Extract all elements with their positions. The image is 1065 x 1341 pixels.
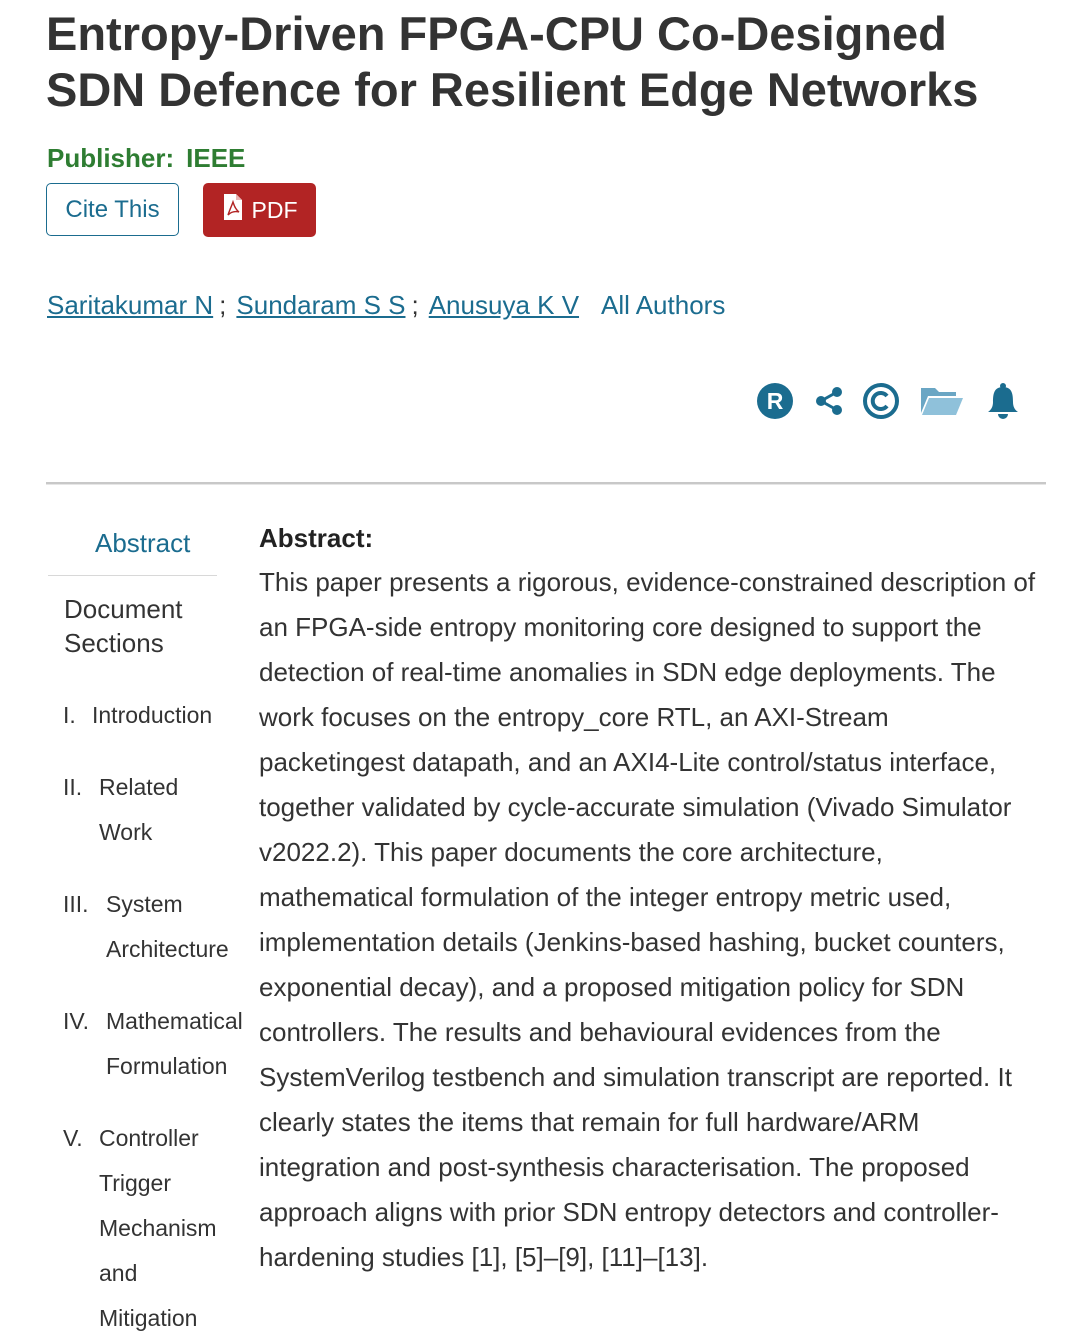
section-title: Mathematical Formulation — [106, 1008, 243, 1079]
paper-title: Entropy-Driven FPGA-CPU Co-Designed SDN Defence for Resilient Edge Networks — [46, 7, 979, 116]
abstract-section — [259, 520, 1039, 1280]
section-title: System Architecture — [106, 891, 229, 962]
rights-icon[interactable] — [756, 382, 794, 420]
publisher-label: Publisher: — [47, 143, 175, 173]
author-separator: ; — [411, 290, 419, 320]
section-title: Controller Trigger Mechanism and Mitigation — [99, 1125, 217, 1331]
abstract-text: This paper presents a rigorous, evidence-constrained description of an FPGA-side entropy monitoring core designed to support the detection of real-time anomalies in SDN edge deployments. The work focuses on the entropy_core RTL, an AXI-Stream packetingest datapath, and an AXI4-Lite control/status interface, together validated by cycle-accurate simulation (Vivado Simulator v2022.2). This paper documents the core architecture, mathematical formulation of the integer entropy metric used, implementation details (Jenkins-based hashing, bucket counters, exponential decay), and a proposed mitigation policy for SDN controllers. The results and behavioural evidences from the SystemVerilog testbench and simulation transcript are reported. It clearly states the items that remain for full hardware/ARM integration and post-synthesis characterisation. The proposed approach aligns with prior SDN entropy detectors and controller-hardening studies [1], [5]–[9], [11]–[13]. — [259, 567, 1036, 1272]
copyright-icon[interactable] — [862, 382, 900, 420]
section-title: Related Work — [99, 774, 179, 845]
sidebar-abstract-link[interactable]: Abstract — [95, 528, 191, 558]
pdf-button-label: PDF — [251, 196, 298, 223]
svg-text:R: R — [766, 388, 784, 414]
authors-list — [47, 290, 725, 321]
document-sections-heading: Document Sections — [64, 594, 183, 658]
alert-bell-icon[interactable] — [985, 382, 1021, 420]
all-authors-link[interactable]: All Authors — [601, 290, 726, 320]
sidebar-section-controller-trigger[interactable] — [63, 1116, 217, 1341]
author-link[interactable]: Saritakumar N — [47, 290, 214, 320]
sidebar-section-system-architecture[interactable] — [63, 882, 229, 972]
section-number: III. — [63, 891, 89, 917]
section-title: Introduction — [92, 702, 213, 728]
folder-icon[interactable] — [920, 385, 964, 417]
pdf-button[interactable] — [203, 183, 316, 237]
sidebar-divider — [48, 575, 217, 576]
author-link[interactable]: Sundaram S S — [236, 290, 406, 320]
section-number: V. — [63, 1125, 83, 1151]
author-link[interactable]: Anusuya K V — [428, 290, 580, 320]
section-divider — [46, 482, 1046, 485]
cite-this-button[interactable]: Cite This — [46, 183, 179, 236]
sidebar-section-related-work[interactable] — [63, 765, 178, 855]
sidebar-section-introduction[interactable] — [63, 693, 212, 738]
author-separator: ; — [219, 290, 227, 320]
publisher-value: IEEE — [186, 143, 246, 173]
section-number: II. — [63, 774, 83, 800]
section-number: IV. — [63, 1008, 90, 1034]
abstract-heading: Abstract: — [259, 523, 374, 553]
publisher — [47, 143, 245, 174]
sidebar-section-mathematical-formulation[interactable] — [63, 999, 243, 1089]
pdf-file-icon — [222, 193, 244, 227]
section-number: I. — [63, 702, 76, 728]
action-icon-bar — [756, 380, 1021, 422]
share-icon[interactable] — [814, 386, 844, 416]
